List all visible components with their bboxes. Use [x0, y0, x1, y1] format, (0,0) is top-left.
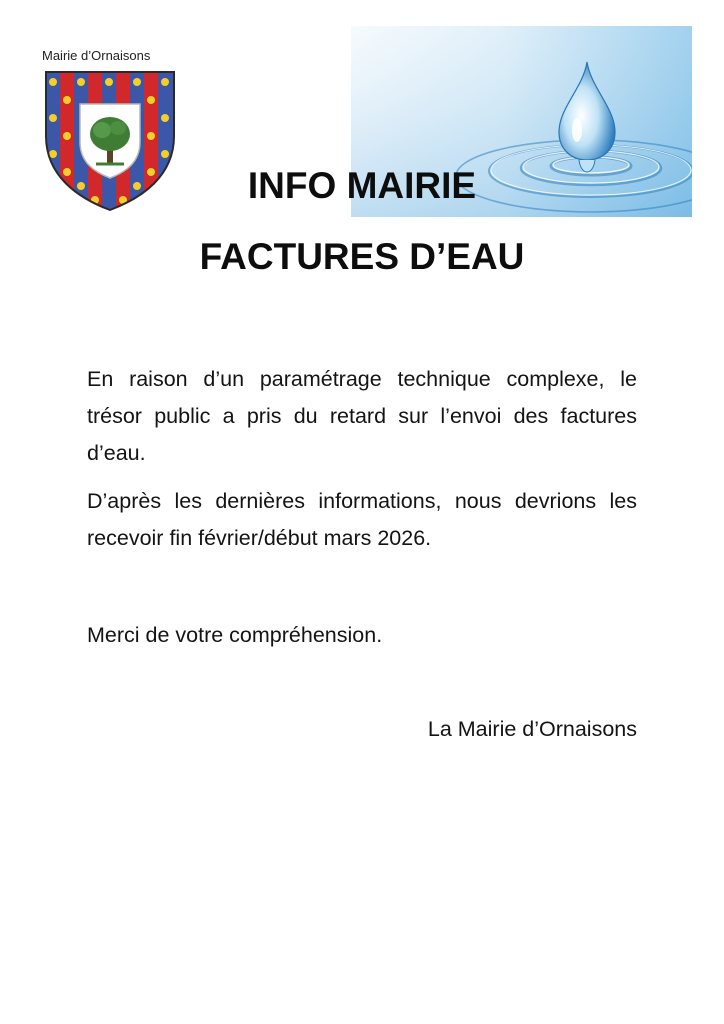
announcement-paragraph-2: D’après les dernières informations, nous devrions les recevoir fin février/début mars 2026. — [87, 489, 637, 550]
factures-eau-title: FACTURES D’EAU — [199, 236, 525, 277]
thanks-paragraph: Merci de votre compréhension. — [87, 623, 383, 647]
info-mairie-title: INFO MAIRIE — [247, 165, 477, 206]
signature: La Mairie d’Ornaisons — [427, 717, 637, 741]
announcement-paragraph-1: En raison d’un paramétrage technique complexe, le trésor public a pris du retard sur l’envoi des factures d’eau. — [87, 367, 637, 465]
crest-caption: Mairie d’Ornaisons — [42, 48, 151, 63]
